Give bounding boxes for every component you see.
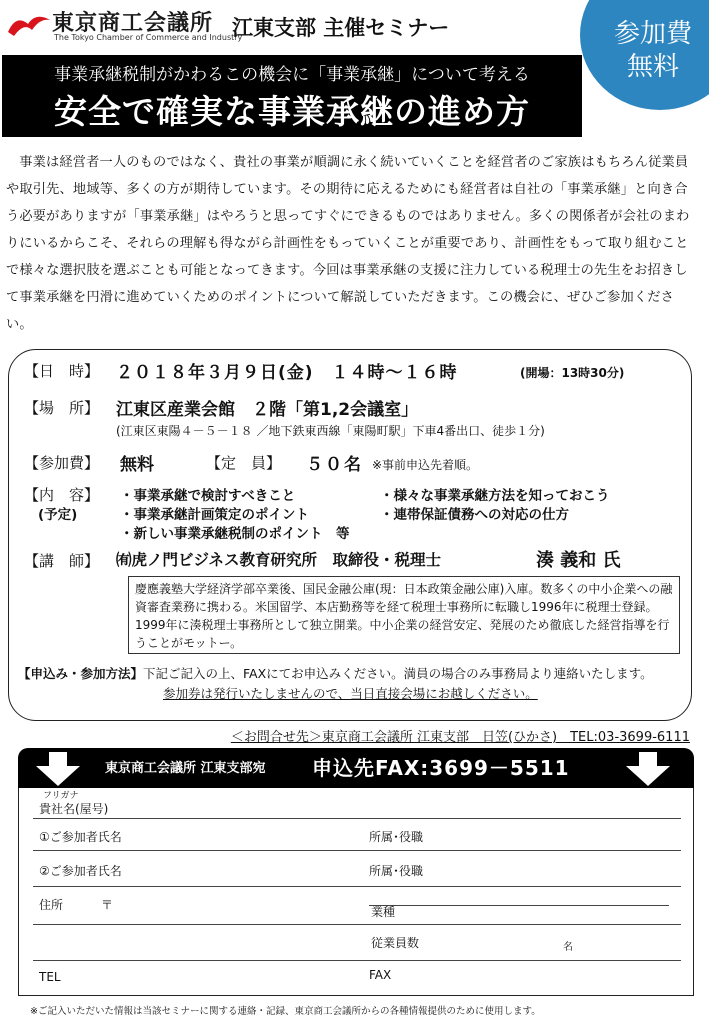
apply-label: 【申込み・参加方法】 bbox=[18, 666, 144, 681]
dept1-label[interactable]: 所属･役職 bbox=[369, 830, 424, 844]
contact-info: ＜お問合せ先＞東京商工会議所 江東支部 日笠(ひかさ) TEL:03-3699-6111 bbox=[230, 730, 690, 745]
form-line bbox=[33, 960, 681, 961]
content-item: ・新しい事業承継税制のポイント 等 bbox=[120, 526, 350, 542]
content-sub: (予定) bbox=[38, 507, 78, 523]
form-line bbox=[33, 924, 681, 925]
arrow-down-icon bbox=[624, 752, 672, 786]
logo-icon bbox=[6, 10, 52, 40]
capacity-label: 【定 員】 bbox=[206, 454, 282, 472]
application-form bbox=[18, 788, 694, 996]
content-item: ・様々な事業承継方法を知っておこう bbox=[380, 488, 610, 504]
fax-number: 申込先FAX:3699－5511 bbox=[312, 756, 570, 780]
tel-label[interactable]: TEL bbox=[39, 970, 61, 984]
footnote: ※ご記入いただいた情報は当該セミナーに関する連絡・記録、東京商工会議所からの各種情報提供のために使用します。 bbox=[30, 1006, 541, 1017]
place-value: 江東区産業会館 ２階「第1,2会議室」 bbox=[116, 400, 419, 420]
postal-mark: 〒 bbox=[101, 898, 114, 912]
lecturer-name: 湊 義和 氏 bbox=[536, 550, 621, 571]
lecturer-label: 【講 師】 bbox=[24, 552, 100, 570]
date-value: ２０１８年３月９日(金) １４時～１６時 bbox=[116, 363, 458, 383]
place-address: (江東区東陽４－５－１８ ／地下鉄東西線「東陽町駅」下車4番出口、徒歩１分) bbox=[116, 424, 545, 438]
place-label: 【場 所】 bbox=[24, 399, 100, 417]
employees-label[interactable]: 従業員数 bbox=[371, 936, 420, 950]
lecturer-profile: 慶應義塾大学経済学部卒業後、国民金融公庫(現：日本政策金融公庫)入庫。数多くの中小企業への融資審査業務に携わる。米国留学、本店勤務等を経て税理士事務所に転職し1996年に税理士登録。1999年に湊税理士事務所として独立開業。中小企業の経営安定、発展のため徹底した経営指導を行うことがモットー。 bbox=[128, 576, 680, 654]
capacity-note: ※事前申込先着順。 bbox=[372, 458, 479, 472]
apply-section bbox=[18, 664, 698, 704]
capacity-value: ５０名 bbox=[306, 455, 363, 475]
content-label: 【内 容】 bbox=[24, 486, 100, 504]
form-line bbox=[33, 850, 681, 851]
company-label[interactable]: 貴社名(屋号) bbox=[39, 802, 109, 816]
employees-unit: 名 bbox=[563, 942, 573, 953]
fax-recipient: 東京商工会議所 江東支部宛 bbox=[105, 761, 266, 776]
arrow-down-icon bbox=[34, 752, 82, 786]
apply-note: 参加券は発行いたしませんので、当日直接会場にお越しください。 bbox=[163, 686, 538, 701]
fax-label[interactable]: FAX bbox=[369, 968, 392, 982]
form-line bbox=[33, 886, 681, 887]
content-item: ・事業承継で検討すべきこと bbox=[120, 488, 296, 504]
subtitle: 事業承継税制がかわるこの機会に「事業承継」について考える bbox=[54, 65, 530, 85]
dept2-label[interactable]: 所属･役職 bbox=[369, 864, 424, 878]
content-item: ・事業承継計画策定のポイント bbox=[120, 507, 309, 523]
participant1-label[interactable]: ①ご参加者氏名 bbox=[39, 830, 122, 844]
lecturer-affiliation: ㈲虎ノ門ビジネス教育研究所 取締役・税理士 bbox=[116, 551, 442, 569]
participant2-label[interactable]: ②ご参加者氏名 bbox=[39, 864, 122, 878]
content-item: ・連帯保証債務への対応の仕方 bbox=[380, 507, 569, 523]
intro-paragraph: 事業は経営者一人のものではなく、貴社の事業が順調に永く続いていくことを経営者のご家族はもちろん従業員や取引先、地域等、多くの方が期待しています。その期待に応えるためにも経営者は自社の「事業承継」と向き合う必要がありますが「事業承継」はやろうと思ってすぐにできるものではありません。多くの関係者が会社のまわりにいるからこそ、それらの理解も得ながら計画性をもっていくことが重要であり、計画性をもって取り組むことで様々な選択肢を選ぶことも可能となってきます。今回は事業承継の支援に注力している税理士の先生をお招きして事業承継を円滑に進めていくためのポイントについて解説していただきます。この機会に、ぜひご参加ください。 bbox=[6, 155, 690, 332]
form-line bbox=[33, 818, 681, 819]
address-label[interactable]: 住所 bbox=[39, 898, 64, 912]
fee-value: 無料 bbox=[120, 455, 154, 475]
fee-label: 【参加費】 bbox=[24, 454, 100, 472]
page-title: 安全で確実な事業承継の進め方 bbox=[54, 92, 530, 131]
form-line bbox=[369, 905, 669, 906]
industry-label[interactable]: 業種 bbox=[371, 905, 396, 919]
logo-english: The Tokyo Chamber of Commerce and Industry bbox=[54, 33, 243, 42]
branch-heading: 江東支部 主催セミナー bbox=[232, 16, 450, 40]
fee-badge-text: 参加費 無料 bbox=[613, 19, 692, 82]
furigana-label: フリガナ bbox=[43, 791, 79, 801]
date-open: (開場：13時30分) bbox=[520, 366, 625, 380]
logo-text: 東京商工会議所 bbox=[52, 11, 214, 36]
date-label: 【日 時】 bbox=[24, 362, 100, 380]
apply-text: 下記ご記入の上、FAXにてお申込みください。満員の場合のみ事務局より連絡いたします。 bbox=[143, 666, 653, 681]
